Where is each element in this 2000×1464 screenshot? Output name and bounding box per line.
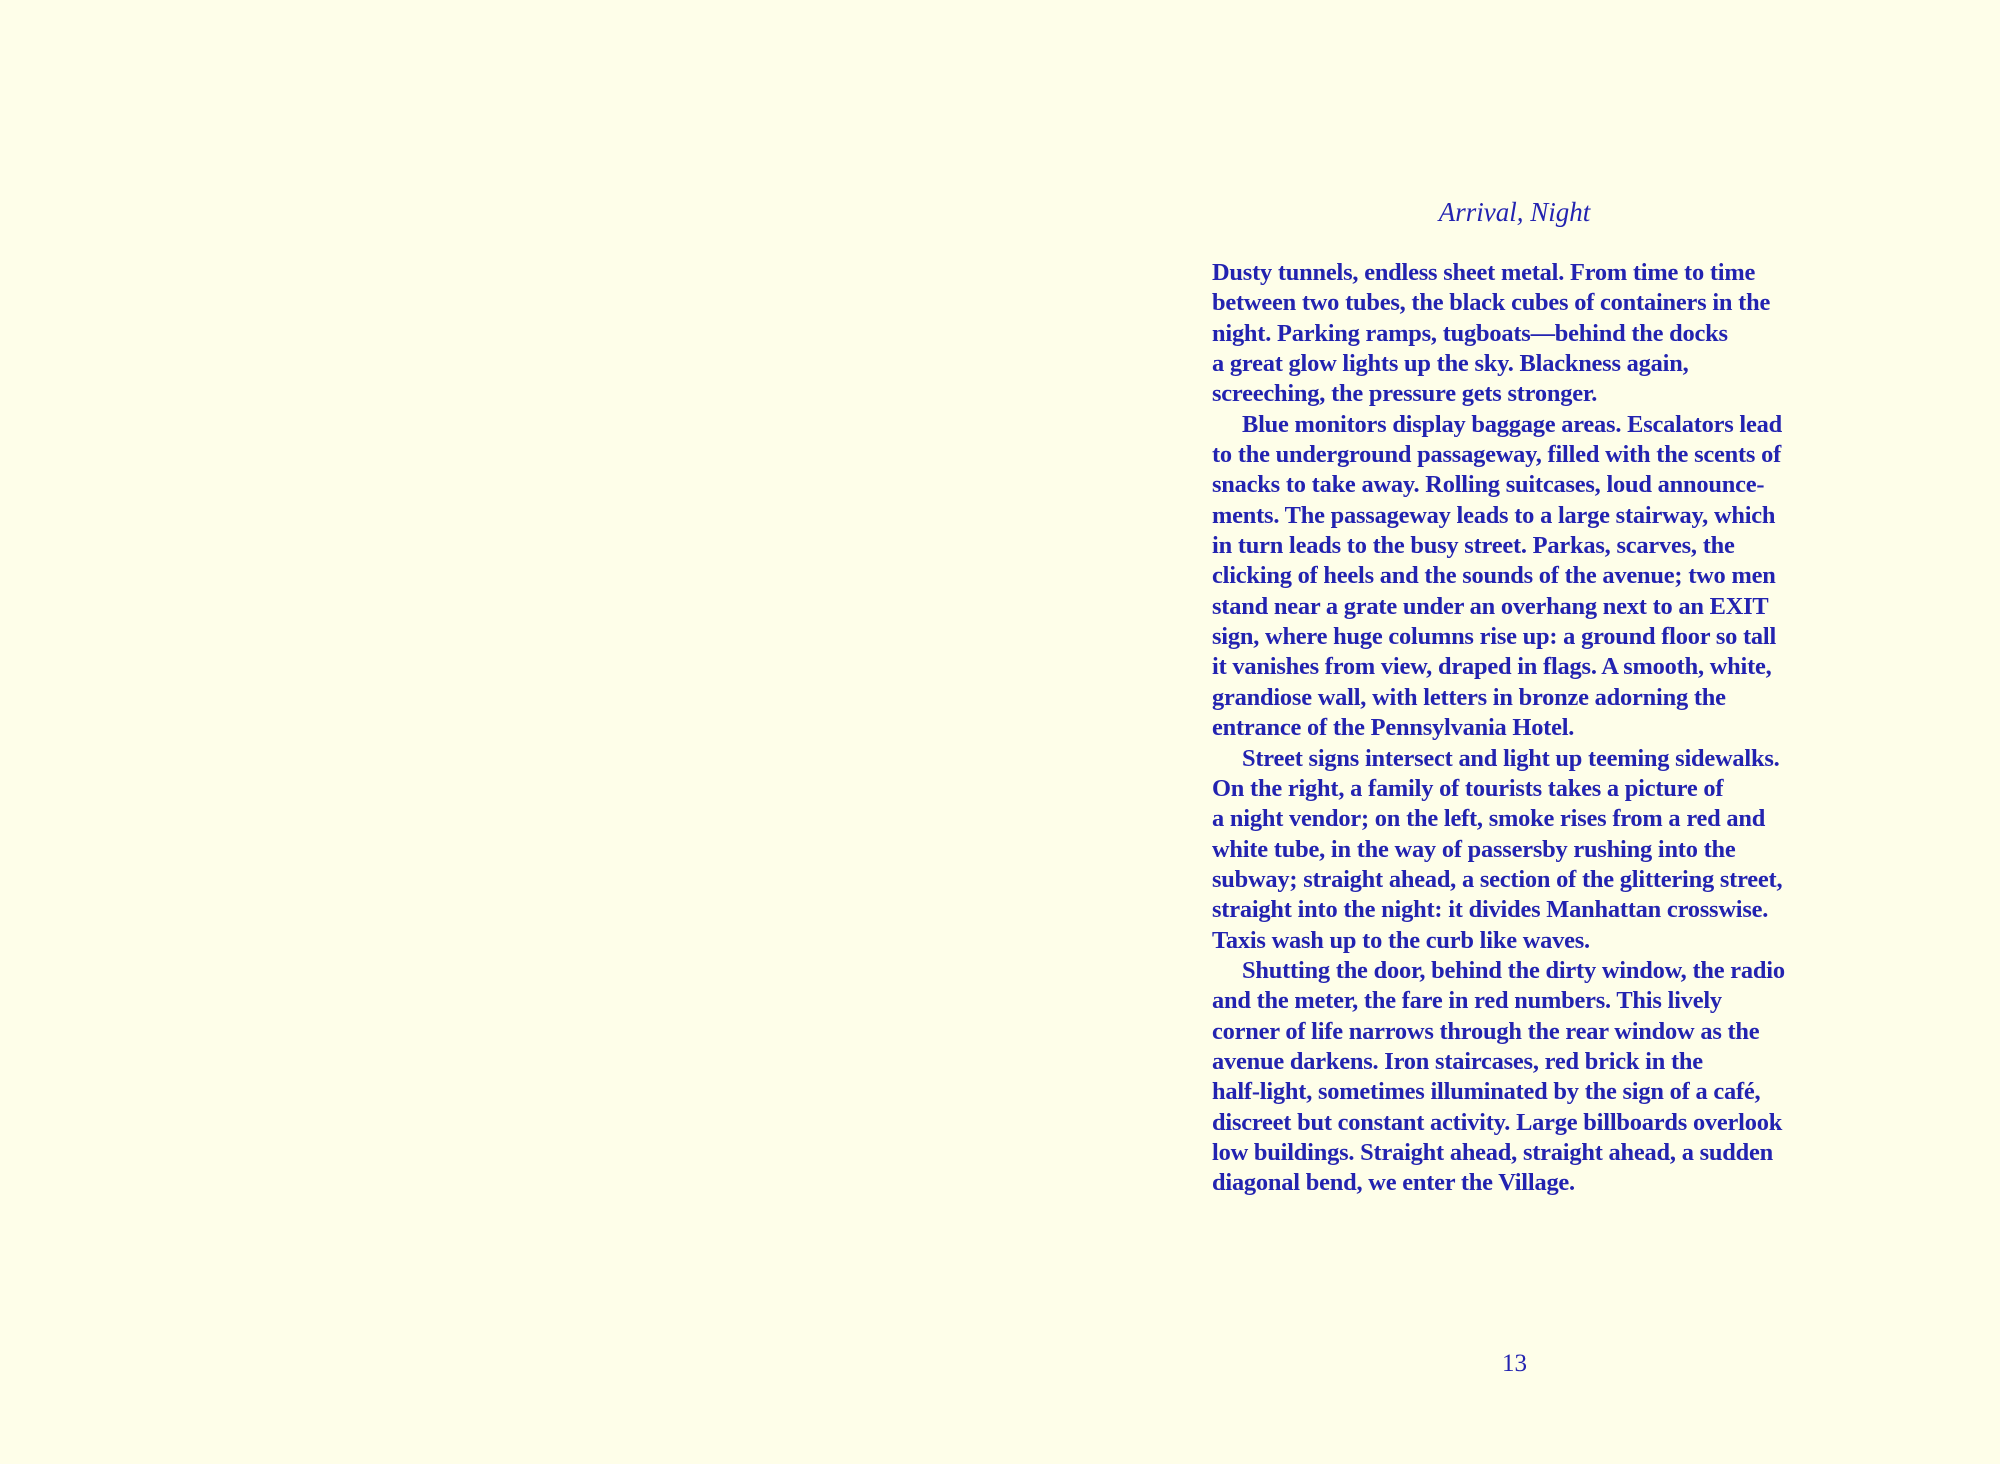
text-line: stand near a grate under an overhang next to an EXIT <box>1212 592 1769 620</box>
text-line: Taxis wash up to the curb like waves. <box>1212 926 1590 954</box>
text-line: and the meter, the fare in red numbers. This lively <box>1212 987 1722 1015</box>
text-line: ments. The passageway leads to a large stairway, which <box>1212 501 1776 529</box>
text-line: clicking of heels and the sounds of the avenue; two men <box>1212 562 1776 590</box>
text-line: entrance of the Pennsylvania Hotel. <box>1212 714 1575 742</box>
text-line: grandiose wall, with letters in bronze adorning the <box>1212 683 1726 711</box>
text-line: subway; straight ahead, a section of the glittering street, <box>1212 865 1783 893</box>
body-text <box>1212 258 1822 1199</box>
text-line: snacks to take away. Rolling suitcases, loud announce- <box>1212 471 1765 499</box>
text-line: Blue monitors display baggage areas. Escalators lead <box>1242 410 1782 438</box>
text-line: to the underground passageway, filled with the scents of <box>1212 441 1782 469</box>
text-line: sign, where huge columns rise up: a ground floor so tall <box>1212 623 1777 651</box>
text-line: Shutting the door, behind the dirty window, the radio <box>1242 956 1785 984</box>
text-line: straight into the night: it divides Manhattan crosswise. <box>1212 896 1769 924</box>
text-line: low buildings. Straight ahead, straight ahead, a sudden <box>1212 1138 1773 1166</box>
text-line: a night vendor; on the left, smoke rises from a red and <box>1212 805 1766 833</box>
text-line: avenue darkens. Iron staircases, red brick in the <box>1212 1047 1703 1075</box>
text-line: between two tubes, the black cubes of containers in the <box>1212 289 1771 317</box>
text-line: white tube, in the way of passersby rushing into the <box>1212 835 1736 863</box>
text-line: a great glow lights up the sky. Blackness again, <box>1212 350 1689 378</box>
text-line: discreet but constant activity. Large billboards overlook <box>1212 1108 1783 1136</box>
page-number: 13 <box>1502 1350 1527 1377</box>
text-line: night. Parking ramps, tugboats—behind the docks <box>1212 319 1728 347</box>
text-line: Dusty tunnels, endless sheet metal. From time to time <box>1212 259 1756 286</box>
text-line: diagonal bend, we enter the Village. <box>1212 1169 1575 1197</box>
text-line: corner of life narrows through the rear window as the <box>1212 1017 1760 1045</box>
text-line: Street signs intersect and light up teeming sidewalks. <box>1242 744 1780 772</box>
right-page <box>1000 0 2000 1464</box>
text-line: screeching, the pressure gets stronger. <box>1212 380 1598 408</box>
chapter-title: Arrival, Night <box>1438 197 1591 227</box>
text-line: On the right, a family of tourists takes a picture of <box>1212 774 1724 802</box>
text-line: in turn leads to the busy street. Parkas, scarves, the <box>1212 532 1735 560</box>
text-line: it vanishes from view, draped in flags. A smooth, white, <box>1212 653 1772 681</box>
text-line: half-light, sometimes illuminated by the sign of a café, <box>1212 1078 1761 1106</box>
